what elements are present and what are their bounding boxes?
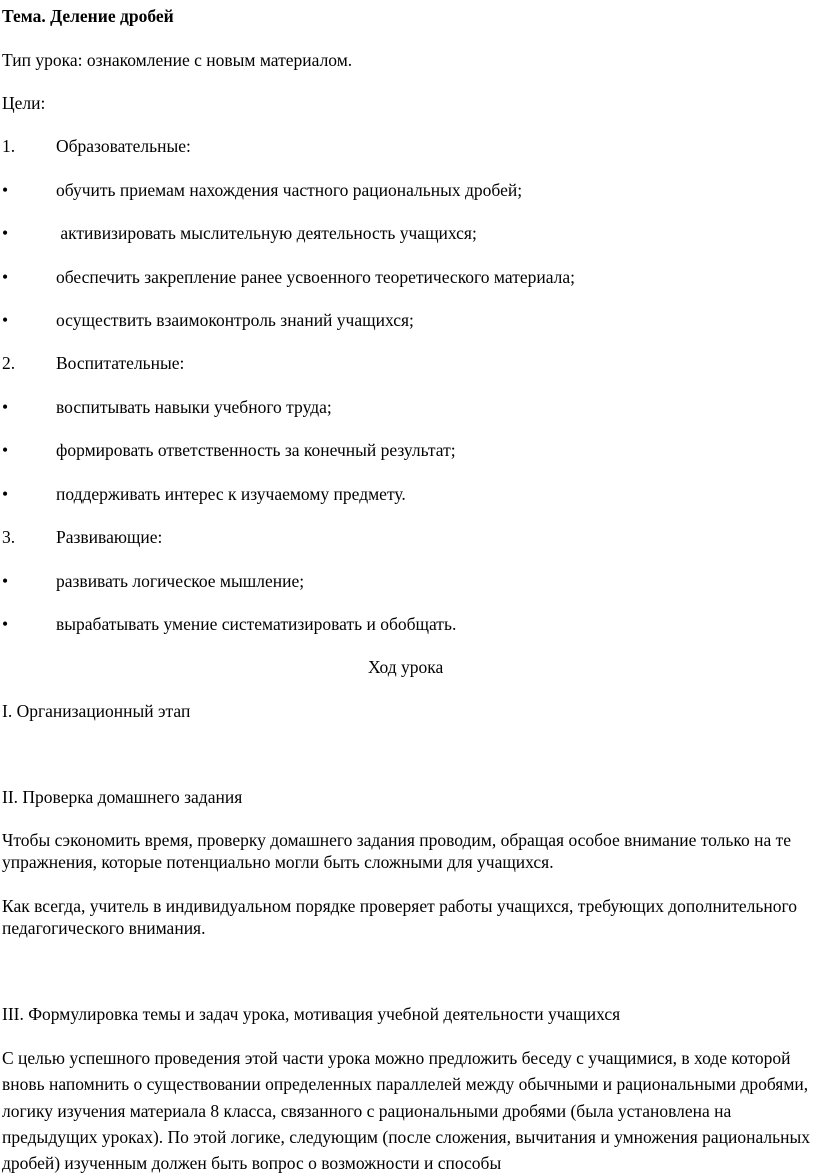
list-marker: • <box>2 484 9 504</box>
list-item-text: воспитывать навыки учебного труда; <box>56 397 332 417</box>
document-title: Тема. Деление дробей <box>2 6 174 26</box>
goals-label: Цели: <box>2 93 46 113</box>
stage-2-paragraph-1: Чтобы сэкономить время, проверку домашнего задания проводим, обращая особое внимание только на те упражнения, которые потенциально могли быть сложными для учащихся. <box>2 830 792 872</box>
list-item <box>2 613 456 635</box>
list-item <box>2 179 522 201</box>
list-item <box>2 483 406 505</box>
stage-3-heading: III. Формулировка темы и задач урока, мотивация учебной деятельности учащихся <box>2 1004 621 1024</box>
list-item <box>2 570 304 592</box>
course-heading: Ход урока <box>368 657 444 677</box>
list-item-text: обучить приемам нахождения частного рациональных дробей; <box>56 180 523 200</box>
list-item <box>2 526 162 548</box>
list-marker: • <box>2 310 9 330</box>
list-marker: 1. <box>2 136 16 156</box>
list-item <box>2 352 184 374</box>
list-item-text: поддерживать интерес к изучаемому предмету. <box>56 484 406 504</box>
stage-2-paragraph-2: Как всегда, учитель в индивидуальном порядке проверяет работы учащихся, требующих дополнительного педагогического внимания. <box>2 896 797 938</box>
list-item <box>2 135 191 157</box>
list-item <box>2 309 414 331</box>
list-item-text: обеспечить закрепление ранее усвоенного теоретического материала; <box>56 267 576 287</box>
list-marker: • <box>2 223 9 243</box>
list-item-text: формировать ответственность за конечный результат; <box>56 440 456 460</box>
list-marker: • <box>2 267 9 287</box>
list-marker: • <box>2 440 9 460</box>
list-item <box>2 439 456 461</box>
stage-1-heading: I. Организационный этап <box>2 701 191 721</box>
list-item <box>2 222 477 244</box>
list-item-text: развивать логическое мышление; <box>56 571 305 591</box>
stage-3-paragraph-1: С целью успешного проведения этой части урока можно предложить беседу с учащимися, в ходе которой вновь напомнить о существовании определенных параллелей между обычными и рациональными дробями, логику изучения материала 8 класса, связанного с рациональными дробями (была установлена на предыдущих уроках). По этой логике, следующим (после сложения, вычитания и умножения рациональных дробей) изученным должен быть вопрос о возможности и способы <box>2 1048 810 1174</box>
lesson-type: Тип урока: ознакомление с новым материалом. <box>2 50 353 70</box>
list-item-text: Развивающие: <box>56 527 163 547</box>
list-marker: • <box>2 180 9 200</box>
list-item-text: Образовательные: <box>56 136 191 156</box>
list-item-text: вырабатывать умение систематизировать и обобщать. <box>56 614 457 634</box>
stage-2-heading: II. Проверка домашнего задания <box>2 787 243 807</box>
list-marker: 3. <box>2 527 16 547</box>
list-item-text: активизировать мыслительную деятельность учащихся; <box>56 223 477 243</box>
list-item <box>2 396 332 418</box>
list-marker: 2. <box>2 353 16 373</box>
list-marker: • <box>2 614 9 634</box>
list-marker: • <box>2 397 9 417</box>
list-marker: • <box>2 571 9 591</box>
list-item-text: Воспитательные: <box>56 353 185 373</box>
list-item <box>2 266 575 288</box>
list-item-text: осуществить взаимоконтроль знаний учащихся; <box>56 310 414 330</box>
